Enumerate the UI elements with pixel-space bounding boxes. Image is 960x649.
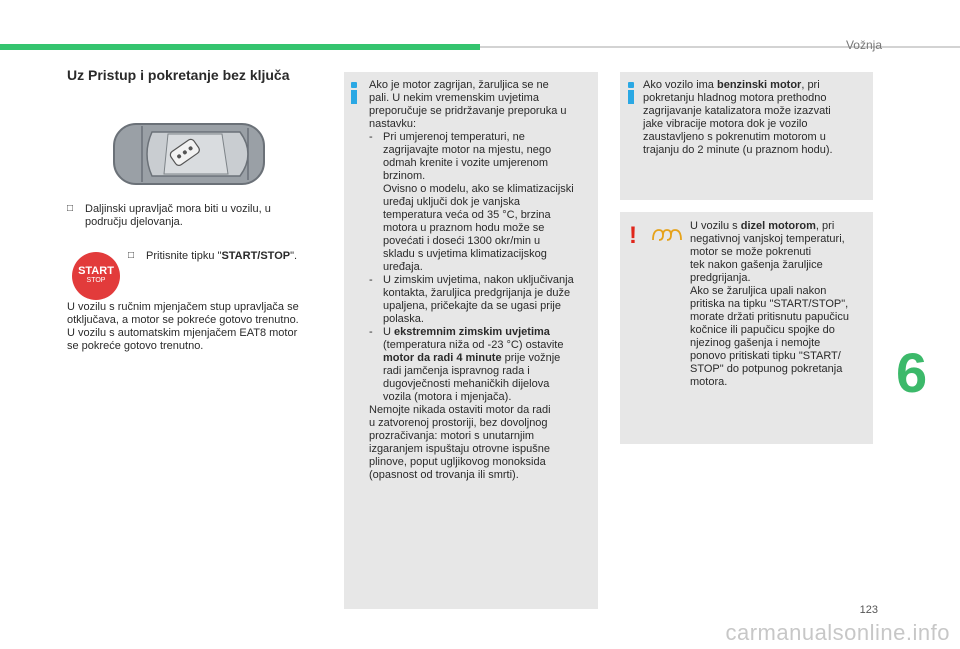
- preheat-glow-plug-icon: [652, 228, 682, 242]
- page-title: Uz Pristup i pokretanje bez ključa: [67, 67, 290, 83]
- top-divider-line: [480, 46, 960, 48]
- watermark: carmanualsonline.info: [725, 620, 950, 645]
- middle-box-content: Ako je motor zagrijan, žaruljica se ne pali. U nekim vremenskim uvjetima preporučuje se pridržavanje preporuka u nastavku: - Pri umjerenoj temperaturi, ne zagrijavajte motor na mjestu, nego odmah krenite i vozite umjerenom brzinom. Ovisno o modelu, ako se klimatizacijski uređaj uključi dok je vanjska temperatura veća od 35 °C, brzina motora u praznom hodu može se povećati i doseći 1300 okr/min u skladu s uvjetima klimatizacijskog uređaja. - U zimskim uvjetima, nakon uključivanja kontakta, žaruljica predgrijanja je duže upaljena, pričekajte da se ugasi prije polaska. - U ekstremnim zimskim uvjetima (temperatura niža od -23 °C) ostavite motor da radi 4 minute prije vožnje radi jamčenja ispravnog rada i dugovječnosti mehaničkih dijelova vozila (motora i mjenjača). Nemojte nikada ostaviti motor da radi u zatvorenoj prostoriji, bez dovoljnog prozračivanja: motori s unutarnjim izgaranjem ispuštaju otrovne ispušne plinove, poput ugljikovog monoksida (opasnost od trovanja ili smrti).: [369, 79, 595, 482]
- checkbox-bullet-icon: □: [128, 250, 135, 261]
- list-item: - U zimskim uvjetima, nakon uključivanja kontakta, žaruljica predgrijanja je duže upaljena, pričekajte da se ugasi prije polaska.: [369, 274, 574, 325]
- chapter-number: 6: [896, 341, 928, 404]
- start-stop-button-icon: [72, 252, 120, 300]
- diesel-engine-text: U vozilu s dizel motorom, pri negativnoj vanjskoj temperaturi, motor se može pokrenuti tek nakon gašenja žaruljice predgrijanja. Ako se žaruljica upali nakon pritiska na tipku "START/STOP", morate držati pritisnutu papučicu kočnice ili papučicu spojke do njezinog gašenja i nemojte ponovo pritiskati tipku "START/ STOP" do potpunog pokretanja motora.: [690, 220, 849, 388]
- warning-icon: !: [629, 222, 637, 249]
- bullet-remote: [67, 203, 307, 229]
- bullet-press-start: [128, 250, 328, 263]
- advice-list: [369, 131, 595, 404]
- list-item: - Pri umjerenoj temperaturi, ne zagrijavajte motor na mjestu, nego odmah krenite i vozite umjerenom brzinom. Ovisno o modelu, ako se klimatizacijski uređaj uključi dok je vanjska temperatura veća od 35 °C, brzina motora u praznom hodu može se povećati i doseći 1300 okr/min u skladu s uvjetima klimatizacijskog uređaja.: [369, 131, 574, 273]
- petrol-engine-text: Ako vozilo ima benzinski motor, pri pokretanju hladnog motora prethodno zagrijavanje katalizatora može izazvati jake vibracije motora dok je vozilo zaustavljeno s pokrenutim motorom u trajanju do 2 minute (u praznom hodu).: [643, 79, 833, 156]
- stop-label: STOP: [86, 277, 106, 284]
- bullet-press-start-text: Pritisnite tipku "START/STOP".: [146, 250, 298, 262]
- car-top-view-icon: [112, 118, 272, 190]
- section-label: Vožnja: [845, 38, 882, 52]
- checkbox-bullet-icon: □: [67, 203, 74, 214]
- page-number: 123: [859, 604, 878, 616]
- top-accent-bar: [0, 44, 480, 50]
- info-icon: [628, 82, 636, 104]
- info-icon: [351, 82, 359, 104]
- bullet-remote-line2: području djelovanja.: [85, 216, 183, 228]
- list-item: - U ekstremnim zimskim uvjetima (temperatura niža od -23 °C) ostavite motor da radi 4 minute prije vožnje radi jamčenja ispravnog rada i dugovječnosti mehaničkih dijelova vozila (motora i mjenjača).: [369, 326, 564, 403]
- start-label: START: [78, 265, 114, 277]
- left-paragraph: U vozilu s ručnim mjenjačem stup upravljača se otključava, a motor se pokreće gotovo trenutno. U vozilu s automatskim mjenjačem EAT8 motor se pokreće gotovo trenutno.: [67, 301, 299, 352]
- bullet-remote-line1: Daljinski upravljač mora biti u vozilu, u: [85, 203, 271, 215]
